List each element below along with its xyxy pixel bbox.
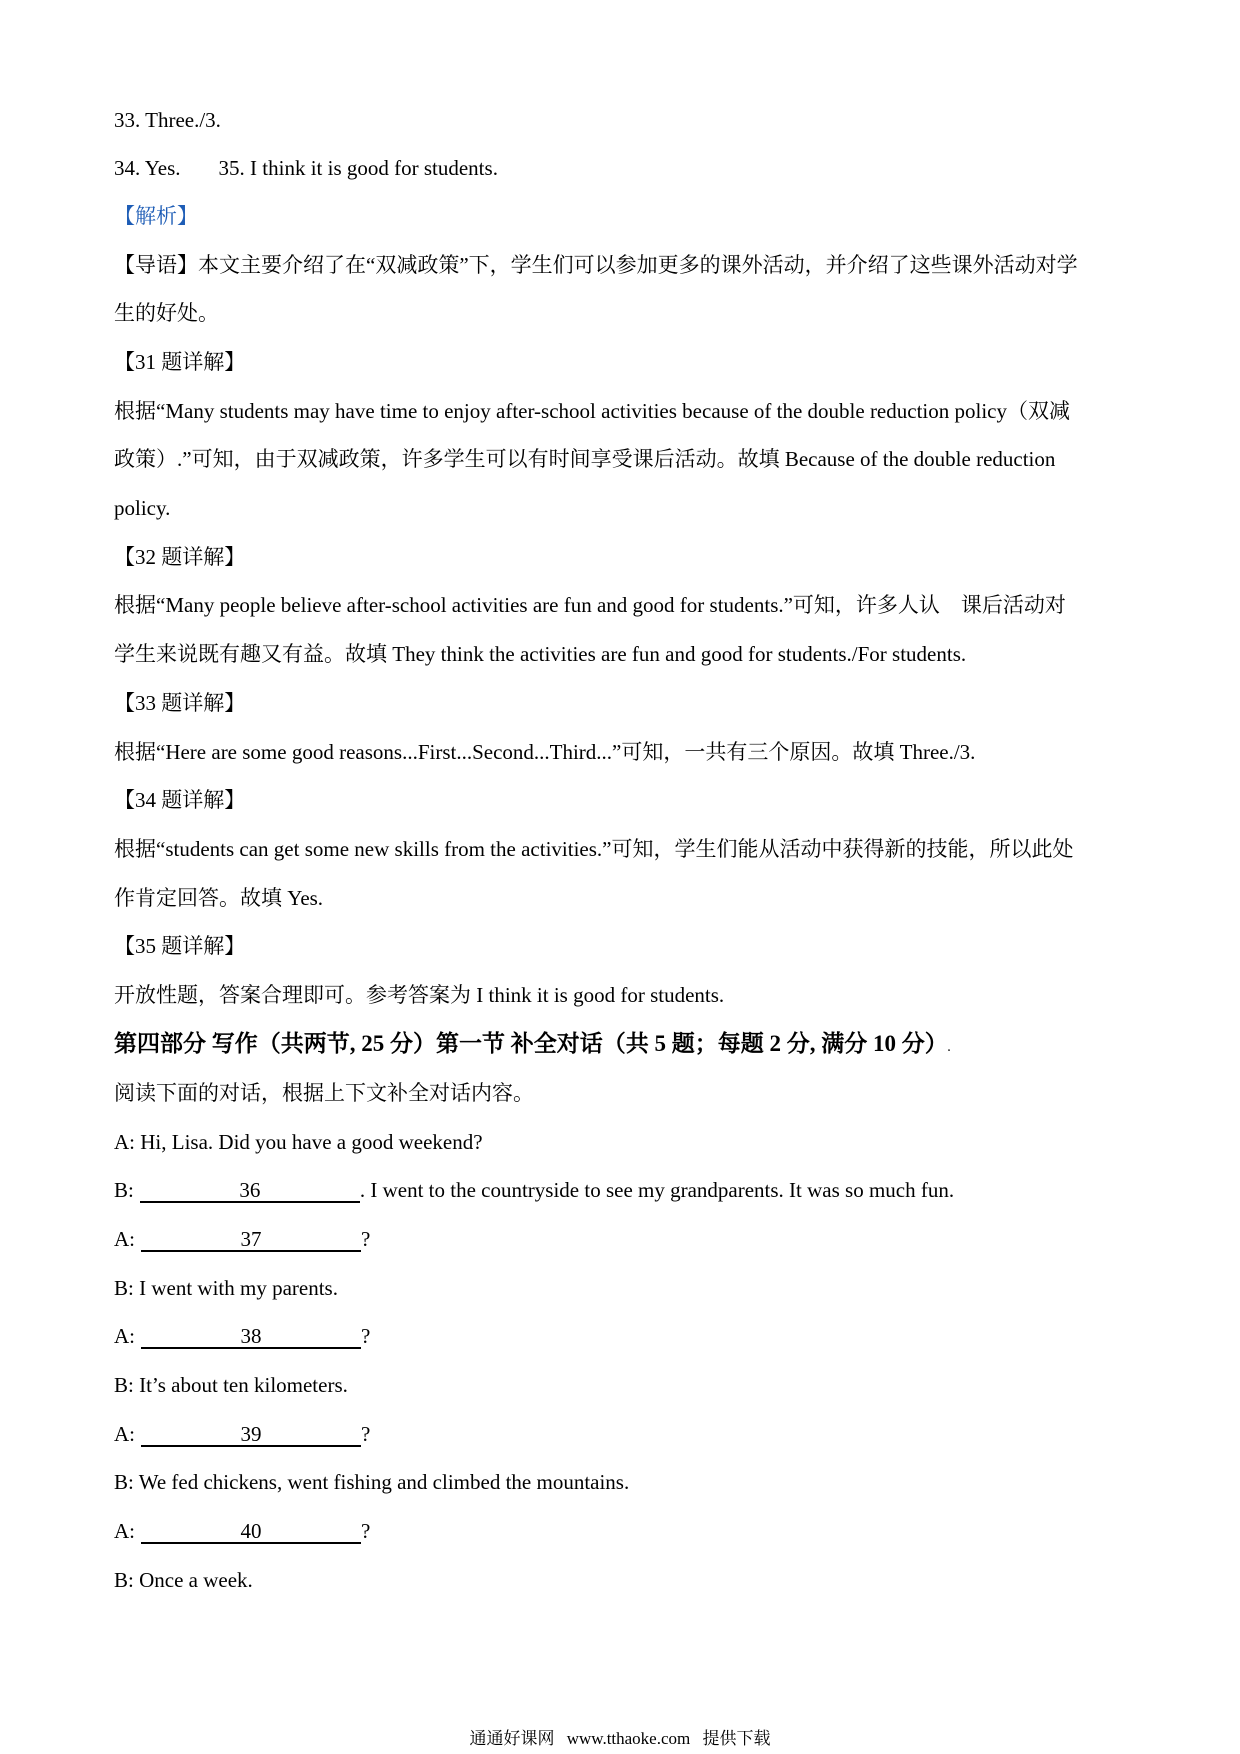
intro-line-2: 生的好处。 (114, 301, 219, 325)
dialogue-line-6: B: It’s about ten kilometers. (114, 1373, 348, 1397)
part4-trailing-dot: . (947, 1043, 951, 1054)
blank-39[interactable]: 39 (141, 1423, 361, 1447)
footer-name: 通通好课网 (469, 1729, 555, 1748)
answer-33: 33. Three./3. (114, 108, 221, 132)
dialogue-line-2: B: 36 . I went to the countryside to see my grandparents. It was so much fun. (114, 1178, 955, 1202)
analysis-heading: 【解析】 (114, 204, 198, 228)
answer-35: 35. I think it is good for students. (218, 156, 498, 180)
blank-37[interactable]: 37 (141, 1228, 361, 1252)
page-footer (0, 1728, 1240, 1750)
q32-heading: 【32 题详解】 (114, 545, 246, 569)
dialogue-instruction: 阅读下面的对话，根据上下文补全对话内容。 (114, 1081, 534, 1105)
q34-heading: 【34 题详解】 (114, 788, 246, 812)
q31-line-2: 政策）.”可知，由于双减政策，许多学生可以有时间享受课后活动。故填 Because of the double reduction (114, 447, 1056, 471)
dialogue-line-4: B: I went with my parents. (114, 1276, 338, 1300)
q34-line-1: 根据“students can get some new skills from the activities.”可知，学生们能从活动中获得新的技能，所以此处 (114, 837, 1074, 861)
blank-38[interactable]: 38 (141, 1325, 361, 1349)
dialogue-line-3: A: 37 ? (114, 1227, 371, 1251)
answer-34-35 (114, 153, 1126, 183)
q34-line-2: 作肯定回答。故填 Yes. (114, 886, 324, 910)
q35-heading: 【35 题详解】 (114, 934, 246, 958)
q32-line-1: 根据“Many people believe after-school activities are fun and good for students.”可知，许多人认 课后活动对 (114, 593, 1066, 617)
dialogue-line-10: B: Once a week. (114, 1568, 253, 1592)
dialogue-line-5: A: 38 ? (114, 1324, 371, 1348)
part4-heading: 第四部分 写作（共两节, 25 分）第一节 补全对话（共 5 题；每题 2 分, 满分 10 分）. (114, 1031, 951, 1056)
dialogue-line-1: A: Hi, Lisa. Did you have a good weekend? (114, 1130, 483, 1154)
dialogue-line-7: A: 39 ? (114, 1422, 371, 1446)
q33-heading: 【33 题详解】 (114, 691, 246, 715)
intro-line-1: 【导语】本文主要介绍了在“双减政策”下，学生们可以参加更多的课外活动，并介绍了这些课外活动对学 (114, 253, 1078, 277)
q33-line-1: 根据“Here are some good reasons...First...Second...Third...”可知，一共有三个原因。故填 Three./3. (114, 740, 976, 764)
blank-40[interactable]: 40 (141, 1520, 361, 1544)
q31-line-3: policy. (114, 496, 171, 520)
dialogue-line-9: A: 40 ? (114, 1519, 371, 1543)
footer-site-link[interactable]: www.tthaoke.com (566, 1729, 691, 1748)
answer-34: 34. Yes. (114, 156, 181, 180)
q31-heading: 【31 题详解】 (114, 350, 246, 374)
blank-36[interactable]: 36 (140, 1179, 360, 1203)
footer-tail: 提供下载 (702, 1729, 771, 1748)
q31-line-1: 根据“Many students may have time to enjoy after-school activities because of the double reduction policy（双减 (114, 399, 1070, 423)
q32-line-2: 学生来说既有趣又有益。故填 They think the activities are fun and good for students./For students. (114, 642, 967, 666)
q35-line-1: 开放性题，答案合理即可。参考答案为 I think it is good for students. (114, 983, 725, 1007)
dialogue-line-8: B: We fed chickens, went fishing and climbed the mountains. (114, 1470, 630, 1494)
